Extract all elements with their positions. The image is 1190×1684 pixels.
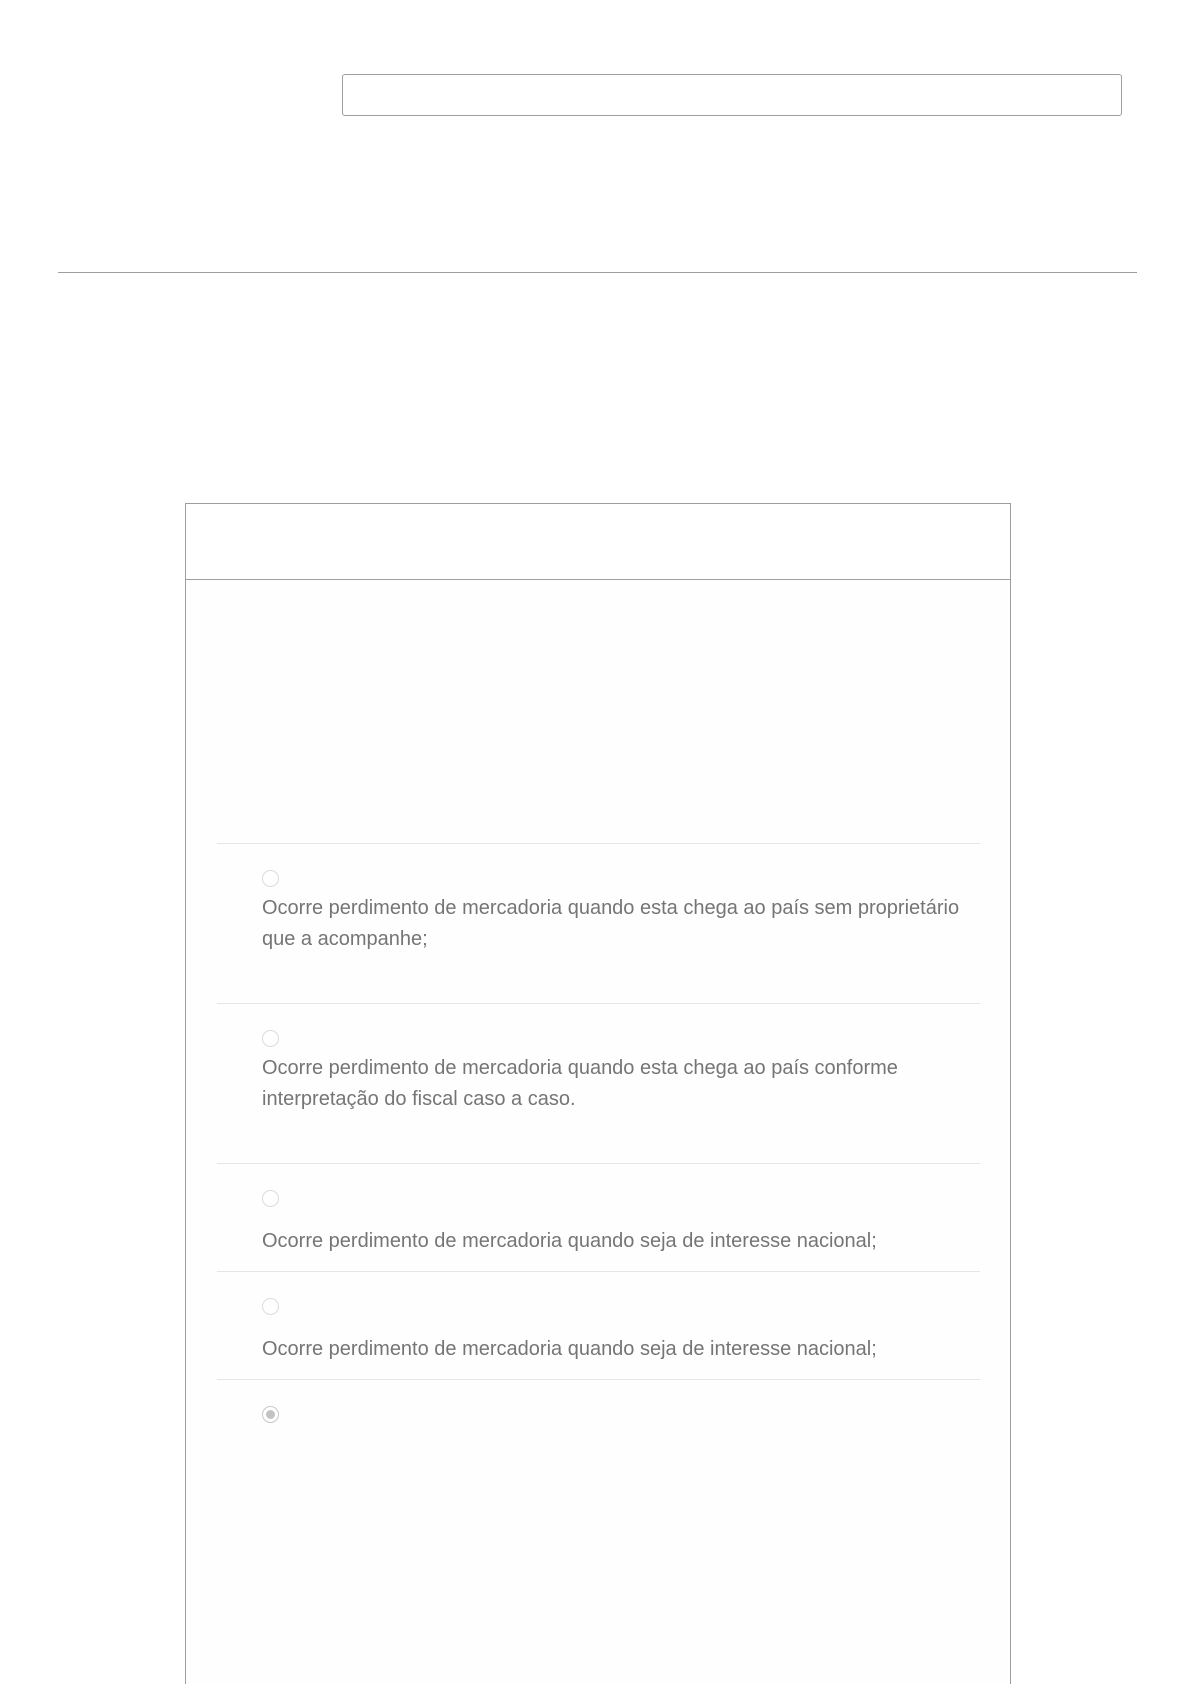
- question-header: [186, 504, 1010, 580]
- section-divider: [58, 272, 1137, 273]
- answer-option-1[interactable]: [217, 843, 980, 1003]
- radio-button-option-5-selected[interactable]: [262, 1406, 279, 1423]
- answer-option-2[interactable]: [217, 1003, 980, 1163]
- answer-input[interactable]: [342, 74, 1122, 116]
- radio-button-option-3[interactable]: [262, 1190, 279, 1207]
- answer-option-3-text: Ocorre perdimento de mercadoria quando seja de interesse nacional;: [262, 1230, 877, 1252]
- question-card: [185, 503, 1011, 1684]
- answer-option-5[interactable]: [217, 1379, 980, 1639]
- answer-option-1-text: Ocorre perdimento de mercadoria quando esta chega ao país sem proprietário que a acompanhe;: [262, 897, 960, 950]
- answer-option-4-text: Ocorre perdimento de mercadoria quando seja de interesse nacional;: [262, 1338, 877, 1360]
- radio-button-option-2[interactable]: [262, 1030, 279, 1047]
- question-body: [186, 580, 1010, 1684]
- answer-option-4[interactable]: [217, 1271, 980, 1379]
- radio-button-option-1[interactable]: [262, 870, 279, 887]
- answer-option-2-text: Ocorre perdimento de mercadoria quando esta chega ao país conforme interpretação do fiscal caso a caso.: [262, 1057, 898, 1110]
- answer-option-3[interactable]: [217, 1163, 980, 1271]
- radio-button-option-4[interactable]: [262, 1298, 279, 1315]
- answer-options: [217, 843, 980, 1639]
